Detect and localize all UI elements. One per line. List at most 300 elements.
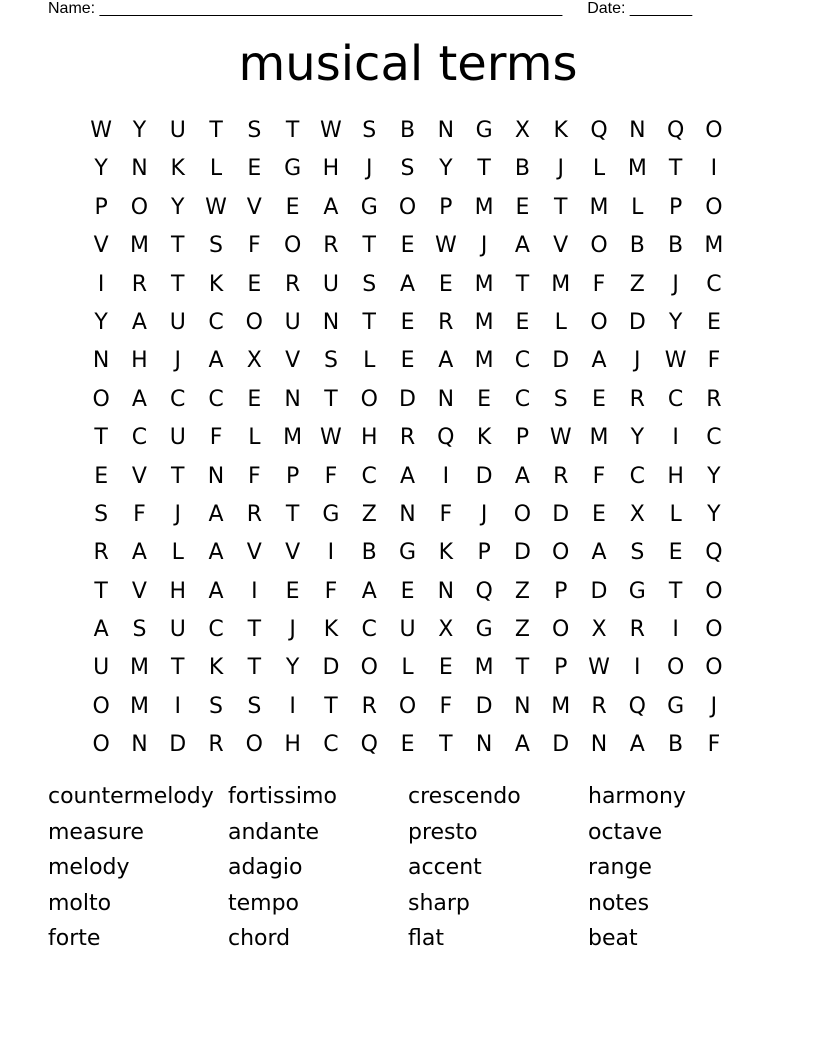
- grid-row: [82, 304, 733, 342]
- grid-letter: H: [131, 348, 148, 374]
- grid-letter: S: [323, 348, 338, 374]
- grid-letter: K: [208, 271, 224, 297]
- grid-letter: J: [480, 501, 488, 527]
- grid-letter: O: [130, 194, 149, 220]
- word-bank-item: notes: [588, 890, 650, 916]
- grid-letter: C: [361, 617, 377, 643]
- grid-letter: E: [515, 194, 530, 220]
- grid-letter: M: [474, 271, 494, 297]
- grid-letter: C: [514, 386, 531, 412]
- grid-letter: A: [591, 540, 607, 566]
- grid-letter: Q: [590, 118, 608, 143]
- grid-letter: R: [131, 271, 148, 297]
- grid-letter: N: [437, 578, 455, 604]
- word-search-grid: [82, 112, 733, 765]
- grid-letter: Z: [514, 617, 530, 643]
- grid-letter: X: [246, 348, 262, 374]
- grid-letter: R: [629, 617, 645, 643]
- grid-row: [82, 150, 733, 188]
- word-bank: [48, 779, 768, 957]
- grid-letter: A: [514, 732, 530, 758]
- grid-letter: G: [475, 118, 493, 143]
- grid-letter: B: [399, 118, 416, 143]
- grid-letter: U: [93, 655, 110, 681]
- grid-letter: R: [284, 271, 301, 297]
- word-bank-item: crescendo: [408, 784, 521, 809]
- grid-letter: M: [129, 233, 149, 259]
- grid-letter: Y: [171, 194, 185, 220]
- grid-letter: L: [248, 425, 261, 451]
- grid-letter: I: [174, 693, 181, 719]
- grid-letter: O: [590, 309, 608, 335]
- grid-letter: E: [592, 501, 606, 527]
- word-bank-item: octave: [588, 819, 663, 845]
- grid-letter: F: [439, 693, 453, 719]
- grid-row: [82, 726, 733, 764]
- grid-letter: I: [634, 655, 641, 681]
- word-bank-item: presto: [408, 819, 478, 845]
- grid-letter: X: [591, 617, 607, 643]
- grid-letter: Q: [705, 540, 723, 566]
- grid-letter: S: [400, 156, 415, 182]
- grid-letter: K: [553, 118, 568, 143]
- word-bank-item: tempo: [228, 890, 300, 916]
- grid-letter: E: [477, 386, 492, 412]
- grid-letter: U: [169, 118, 186, 143]
- grid-letter: S: [362, 118, 377, 143]
- word-bank-item: molto: [48, 890, 112, 916]
- grid-letter: Q: [360, 732, 378, 758]
- grid-letter: Y: [439, 156, 453, 182]
- grid-letter: N: [514, 693, 531, 719]
- grid-letter: G: [360, 194, 378, 220]
- grid-letter: V: [246, 540, 262, 566]
- grid-letter: F: [439, 501, 453, 527]
- grid-letter: O: [705, 617, 723, 643]
- grid-letter: E: [94, 463, 109, 489]
- word-bank-item: chord: [228, 926, 291, 951]
- grid-row: [82, 649, 733, 687]
- grid-letter: T: [171, 271, 185, 297]
- grid-letter: H: [284, 732, 301, 758]
- grid-letter: J: [480, 233, 488, 259]
- grid-letter: T: [247, 617, 262, 643]
- grid-letter: V: [553, 233, 569, 259]
- grid-letter: S: [247, 118, 262, 143]
- grid-letter: B: [361, 540, 377, 566]
- grid-letter: A: [208, 348, 224, 374]
- grid-letter: G: [398, 540, 417, 566]
- grid-row: [82, 496, 733, 534]
- grid-row: [82, 534, 733, 572]
- grid-letter: D: [552, 732, 570, 758]
- grid-letter: D: [322, 655, 340, 681]
- grid-letter: E: [247, 386, 262, 412]
- grid-row: [82, 227, 733, 265]
- grid-letter: N: [475, 732, 493, 758]
- grid-letter: U: [169, 425, 186, 451]
- grid-letter: E: [400, 578, 415, 604]
- grid-letter: N: [322, 309, 340, 335]
- grid-letter: A: [208, 578, 224, 604]
- grid-letter: Q: [666, 118, 685, 143]
- grid-letter: R: [246, 501, 262, 527]
- grid-letter: F: [324, 463, 338, 489]
- grid-letter: E: [285, 578, 300, 604]
- grid-letter: C: [131, 425, 148, 451]
- grid-letter: F: [707, 348, 721, 374]
- grid-letter: N: [629, 118, 646, 143]
- grid-letter: U: [169, 309, 186, 335]
- grid-letter: I: [251, 578, 258, 604]
- grid-letter: M: [551, 271, 571, 297]
- word-bank-item: flat: [408, 926, 444, 951]
- grid-letter: O: [92, 693, 110, 719]
- grid-letter: R: [208, 732, 224, 758]
- grid-letter: O: [92, 732, 110, 758]
- word-bank-item: measure: [48, 819, 144, 845]
- word-bank-item: countermelody: [48, 784, 214, 809]
- grid-letter: F: [592, 463, 606, 489]
- grid-letter: R: [629, 386, 645, 412]
- grid-letter: G: [667, 693, 685, 719]
- grid-letter: G: [284, 156, 302, 182]
- grid-letter: R: [399, 425, 416, 451]
- grid-letter: T: [362, 309, 376, 335]
- grid-letter: M: [129, 693, 149, 719]
- grid-letter: R: [323, 233, 339, 259]
- grid-letter: B: [668, 233, 684, 259]
- grid-letter: P: [439, 194, 453, 220]
- grid-letter: K: [208, 655, 224, 681]
- grid-letter: Y: [707, 463, 721, 489]
- grid-letter: N: [131, 156, 148, 182]
- grid-letter: P: [477, 540, 491, 566]
- grid-letter: V: [131, 578, 147, 604]
- grid-letter: O: [398, 693, 417, 719]
- grid-letter: D: [628, 309, 646, 335]
- grid-letter: E: [400, 732, 415, 758]
- grid-letter: V: [285, 348, 301, 374]
- grid-letter: S: [132, 617, 147, 643]
- grid-letter: T: [515, 271, 530, 297]
- grid-letter: T: [553, 194, 568, 220]
- grid-letter: F: [209, 425, 223, 451]
- grid-letter: O: [398, 194, 417, 220]
- grid-letter: R: [706, 386, 722, 412]
- word-bank-item: accent: [408, 855, 482, 880]
- grid-letter: X: [514, 118, 530, 143]
- grid-letter: R: [93, 540, 109, 566]
- grid-row: [82, 573, 733, 611]
- grid-letter: O: [245, 732, 263, 758]
- grid-letter: Y: [94, 156, 108, 182]
- grid-letter: E: [515, 309, 530, 335]
- grid-letter: B: [514, 156, 530, 182]
- grid-letter: E: [668, 540, 683, 566]
- word-bank-item: fortissimo: [228, 784, 337, 809]
- grid-letter: J: [710, 693, 718, 719]
- grid-letter: A: [208, 501, 224, 527]
- grid-letter: P: [554, 578, 568, 604]
- grid-letter: M: [551, 693, 571, 719]
- grid-letter: A: [514, 463, 530, 489]
- grid-letter: G: [322, 501, 340, 527]
- grid-letter: O: [705, 118, 723, 143]
- grid-letter: F: [248, 233, 261, 259]
- grid-letter: H: [322, 156, 340, 182]
- grid-letter: A: [591, 348, 607, 374]
- grid-letter: A: [131, 309, 147, 335]
- grid-letter: N: [437, 118, 455, 143]
- grid-letter: T: [209, 118, 223, 143]
- grid-letter: M: [627, 156, 647, 182]
- grid-letter: W: [320, 425, 342, 451]
- date-label: Date:: [587, 0, 626, 17]
- grid-letter: E: [592, 386, 606, 412]
- grid-letter: A: [131, 540, 147, 566]
- word-bank-item: melody: [48, 855, 130, 880]
- grid-letter: E: [400, 348, 415, 374]
- grid-letter: T: [285, 118, 300, 143]
- grid-letter: C: [208, 617, 224, 643]
- grid-letter: A: [131, 386, 147, 412]
- grid-letter: F: [248, 463, 261, 489]
- date-blank: _______: [629, 0, 693, 17]
- grid-letter: S: [553, 386, 568, 412]
- grid-letter: L: [401, 655, 414, 681]
- grid-letter: A: [399, 463, 416, 489]
- grid-letter: Q: [437, 425, 455, 451]
- grid-letter: D: [513, 540, 531, 566]
- grid-letter: T: [94, 425, 108, 451]
- grid-letter: J: [289, 617, 296, 643]
- grid-letter: D: [475, 693, 493, 719]
- grid-letter: T: [171, 233, 185, 259]
- grid-letter: U: [169, 617, 186, 643]
- grid-letter: E: [247, 271, 262, 297]
- grid-letter: T: [94, 578, 108, 604]
- grid-letter: I: [289, 693, 296, 719]
- grid-row: [82, 381, 733, 419]
- grid-letter: D: [590, 578, 608, 604]
- grid-letter: D: [169, 732, 187, 758]
- grid-letter: R: [438, 309, 454, 335]
- grid-letter: W: [434, 233, 457, 259]
- grid-letter: T: [247, 655, 262, 681]
- grid-letter: J: [634, 348, 641, 374]
- grid-letter: C: [667, 386, 684, 412]
- grid-letter: H: [169, 578, 187, 604]
- name-label: Name:: [48, 0, 96, 17]
- grid-letter: E: [438, 655, 453, 681]
- grid-letter: E: [247, 156, 262, 182]
- grid-letter: B: [629, 233, 645, 259]
- grid-letter: A: [208, 540, 224, 566]
- name-blank: ____________________________________________________: [99, 0, 563, 17]
- grid-letter: O: [513, 501, 532, 527]
- grid-letter: T: [285, 501, 300, 527]
- grid-letter: E: [400, 309, 415, 335]
- grid-letter: Y: [630, 425, 645, 451]
- grid-row: [82, 342, 733, 380]
- grid-letter: J: [672, 271, 679, 297]
- grid-letter: O: [590, 233, 608, 259]
- grid-letter: G: [628, 578, 646, 604]
- grid-letter: U: [399, 617, 416, 643]
- grid-letter: C: [514, 348, 531, 374]
- grid-letter: F: [133, 501, 146, 527]
- grid-letter: L: [669, 501, 682, 527]
- grid-letter: D: [552, 348, 570, 374]
- grid-letter: H: [667, 463, 684, 489]
- grid-letter: Q: [628, 693, 646, 719]
- grid-letter: O: [360, 655, 378, 681]
- grid-letter: T: [171, 655, 185, 681]
- grid-letter: T: [171, 463, 185, 489]
- grid-letter: D: [552, 501, 570, 527]
- grid-letter: Y: [707, 501, 721, 527]
- grid-letter: Z: [514, 578, 530, 604]
- grid-row: [82, 458, 733, 496]
- word-bank-item: forte: [48, 926, 101, 951]
- grid-letter: A: [514, 233, 530, 259]
- grid-letter: V: [246, 194, 262, 220]
- grid-letter: T: [439, 732, 453, 758]
- grid-letter: S: [362, 271, 377, 297]
- grid-letter: M: [283, 425, 303, 451]
- grid-letter: U: [284, 309, 301, 335]
- grid-letter: K: [438, 540, 454, 566]
- grid-letter: P: [94, 194, 108, 220]
- word-bank-item: range: [588, 855, 652, 880]
- grid-letter: I: [710, 156, 718, 182]
- grid-letter: M: [474, 655, 494, 681]
- grid-letter: Y: [132, 118, 147, 143]
- grid-row: [82, 112, 733, 150]
- grid-letter: C: [208, 386, 224, 412]
- grid-letter: M: [474, 348, 494, 374]
- grid-letter: T: [668, 156, 683, 182]
- word-bank-item: beat: [588, 926, 638, 951]
- grid-letter: G: [475, 617, 493, 643]
- grid-letter: O: [666, 655, 685, 681]
- grid-letter: P: [668, 194, 683, 220]
- grid-letter: I: [672, 617, 679, 643]
- grid-letter: B: [668, 732, 684, 758]
- grid-letter: O: [245, 309, 263, 335]
- grid-letter: T: [477, 156, 491, 182]
- grid-letter: T: [515, 655, 530, 681]
- grid-letter: M: [589, 425, 609, 451]
- page-title: musical terms: [238, 36, 578, 92]
- grid-letter: E: [285, 194, 300, 220]
- grid-letter: H: [360, 425, 378, 451]
- grid-row: [82, 189, 733, 227]
- grid-letter: L: [209, 156, 223, 182]
- grid-letter: I: [672, 425, 679, 451]
- grid-letter: R: [553, 463, 569, 489]
- grid-letter: S: [630, 540, 645, 566]
- grid-letter: M: [589, 194, 609, 220]
- worksheet-header: [48, 0, 692, 18]
- grid-letter: N: [131, 732, 148, 758]
- grid-letter: N: [284, 386, 301, 412]
- grid-letter: O: [283, 233, 302, 259]
- grid-letter: N: [437, 386, 455, 412]
- grid-letter: O: [552, 540, 570, 566]
- grid-letter: T: [324, 386, 338, 412]
- grid-letter: I: [97, 271, 105, 297]
- grid-letter: Y: [668, 309, 683, 335]
- grid-letter: J: [174, 348, 181, 374]
- grid-letter: C: [706, 425, 722, 451]
- grid-letter: C: [208, 309, 224, 335]
- grid-letter: A: [399, 271, 416, 297]
- grid-letter: W: [664, 348, 687, 374]
- grid-letter: N: [92, 348, 110, 374]
- grid-letter: N: [207, 463, 225, 489]
- grid-letter: E: [706, 309, 721, 335]
- grid-letter: V: [93, 233, 109, 259]
- grid-letter: F: [324, 578, 338, 604]
- grid-letter: V: [285, 540, 301, 566]
- grid-letter: I: [327, 540, 335, 566]
- grid-letter: E: [400, 233, 415, 259]
- grid-letter: M: [474, 309, 494, 335]
- grid-letter: Q: [475, 578, 493, 604]
- grid-letter: S: [209, 693, 224, 719]
- grid-letter: N: [399, 501, 416, 527]
- grid-letter: A: [438, 348, 454, 374]
- grid-letter: C: [706, 271, 722, 297]
- grid-letter: C: [361, 463, 377, 489]
- grid-letter: W: [320, 118, 342, 143]
- grid-letter: L: [554, 309, 567, 335]
- grid-letter: Y: [285, 655, 300, 681]
- grid-letter: M: [474, 194, 494, 220]
- grid-letter: X: [629, 501, 645, 527]
- grid-letter: C: [629, 463, 645, 489]
- grid-letter: O: [360, 386, 378, 412]
- grid-letter: K: [170, 156, 185, 182]
- grid-letter: W: [549, 425, 572, 451]
- word-bank-item: adagio: [228, 855, 303, 880]
- grid-letter: L: [171, 540, 184, 566]
- grid-letter: K: [323, 617, 339, 643]
- grid-letter: O: [705, 578, 723, 604]
- grid-row: [82, 419, 733, 457]
- grid-letter: V: [131, 463, 147, 489]
- grid-letter: A: [361, 578, 377, 604]
- grid-letter: O: [92, 386, 110, 412]
- grid-row: [82, 688, 733, 726]
- grid-letter: Z: [361, 501, 377, 527]
- grid-letter: S: [209, 233, 224, 259]
- grid-letter: P: [515, 425, 530, 451]
- grid-letter: D: [399, 386, 416, 412]
- grid-letter: T: [668, 578, 683, 604]
- grid-letter: K: [476, 425, 492, 451]
- grid-letter: A: [323, 194, 339, 220]
- grid-letter: L: [592, 156, 606, 182]
- grid-letter: L: [363, 348, 376, 374]
- grid-letter: D: [475, 463, 493, 489]
- word-bank-item: andante: [228, 819, 319, 845]
- grid-letter: U: [322, 271, 339, 297]
- grid-letter: R: [361, 693, 377, 719]
- grid-letter: P: [554, 655, 568, 681]
